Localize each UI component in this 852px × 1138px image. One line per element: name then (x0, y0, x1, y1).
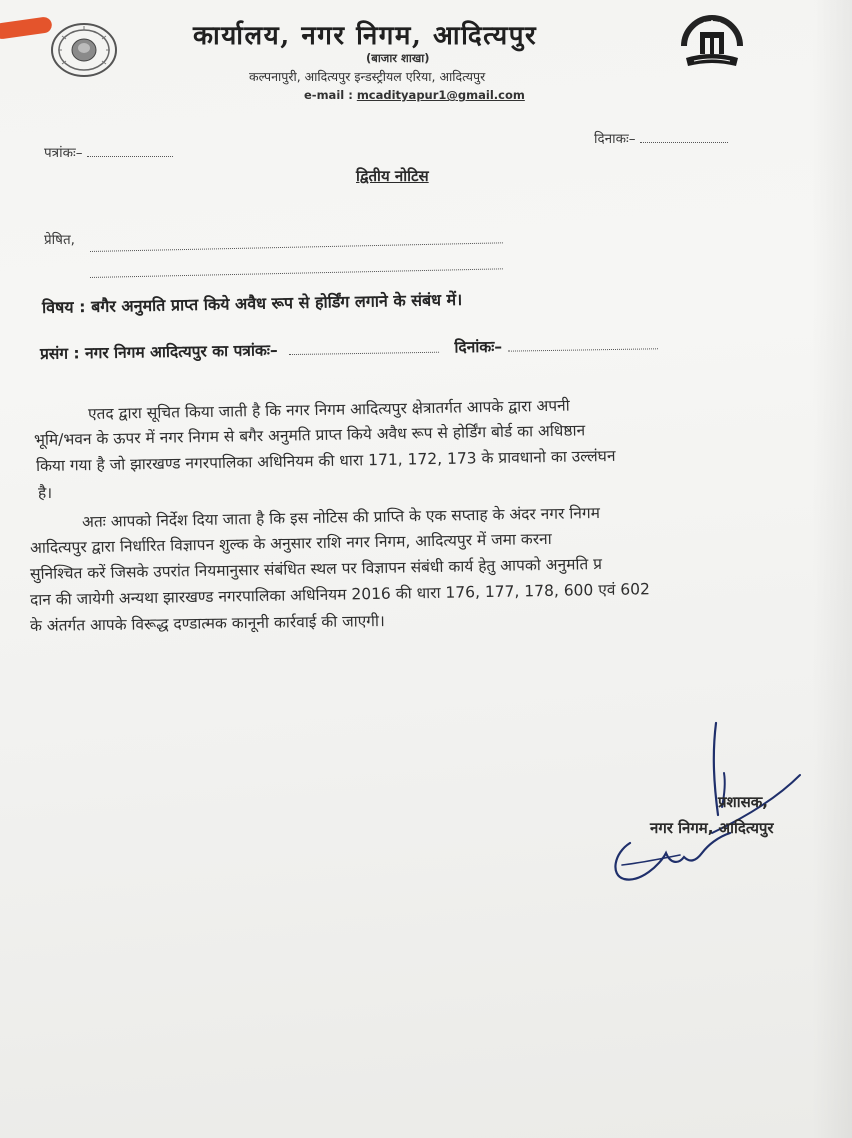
signatory-office: नगर निगम, आदित्यपुर (650, 819, 774, 837)
letter-number-field (44, 143, 173, 161)
municipal-emblem-icon (676, 10, 748, 72)
office-title: कार्यालय, नगर निगम, आदित्यपुर (193, 21, 538, 51)
paragraph2-line: आदित्यपुर द्वारा निर्धारित विज्ञापन शुल्क के अनुसार राशि नगर निगम, आदित्यपुर में जमा करना (29, 529, 552, 557)
red-clip-edge (0, 16, 53, 40)
paragraph1-line: किया गया है जो झारखण्ड नगरपालिका अधिनियम की धारा 171, 172, 173 के प्रावधानो का उल्लंघन (35, 446, 616, 475)
recipient-line-2 (90, 267, 503, 278)
signatory-designation: प्रशासक, (718, 793, 768, 811)
office-address: कल्पनापुरी, आदित्यपुर इन्डस्ट्रीयल एरिया, आदित्यपुर (249, 69, 486, 84)
government-seal-icon (50, 22, 118, 78)
paragraph2-line: के अंतर्गत आपके विरूद्ध दण्डात्मक कानूनी कार्रवाई की जाएगी। (29, 612, 385, 635)
letter-number-label: पत्रांकः– (44, 145, 83, 161)
recipient-label: प्रेषित, (44, 232, 75, 248)
paragraph1-line: भूमि/भवन के ऊपर में नगर निगम से बगैर अनुमति प्राप्त किये अवैध रूप से होर्डिंग बोर्ड का अधिष्ठान (33, 421, 586, 449)
paragraph2-line: दान की जायेगी अन्यथा झारखण्ड नगरपालिका अधिनियम 2016 की धारा 176, 177, 178, 600 एवं 602 (29, 580, 651, 609)
reference-text: प्रसंग : नगर निगम आदित्यपुर का पत्रांकः– (39, 341, 278, 363)
reference-line (40, 332, 658, 364)
email-address: mcadityapur1@gmail.com (356, 88, 525, 102)
date-blank (640, 141, 728, 143)
reference-number-blank (289, 351, 439, 355)
recipient-line-1 (90, 241, 503, 252)
date-label: दिनाकः– (594, 131, 636, 147)
notice-title: द्वितीय नोटिस (356, 167, 429, 185)
date-field (594, 129, 728, 147)
paragraph1-line: है। (38, 484, 53, 502)
subject-line: विषय : बगैर अनुमति प्राप्त किये अवैध रूप से होर्डिंग लगाने के संबंध में। (41, 289, 463, 317)
paragraph2-line: सुनिश्चित करें जिसके उपरांत नियमानुसार संबंधित स्थल पर विज्ञापन संबंधी कार्य हेतु आपको अनुमति प्र (29, 555, 603, 583)
branch-name: (बाजार शाखा) (366, 51, 430, 65)
reference-date-label: दिनांकः– (454, 337, 503, 357)
paragraph2-line: अतः आपको निर्देश दिया जाता है कि इस नोटिस की प्राप्ति के एक सप्ताह के अंदर नगर निगम (81, 503, 601, 531)
office-email-line (304, 88, 525, 102)
email-label: e-mail : (304, 88, 353, 102)
letter-number-blank (87, 155, 173, 157)
paragraph1-line: एतद द्वारा सूचित किया जाती है कि नगर निगम आदित्यपुर क्षेत्रातर्गत आपके द्वारा अपनी (87, 396, 570, 423)
reference-date-blank (508, 347, 658, 351)
